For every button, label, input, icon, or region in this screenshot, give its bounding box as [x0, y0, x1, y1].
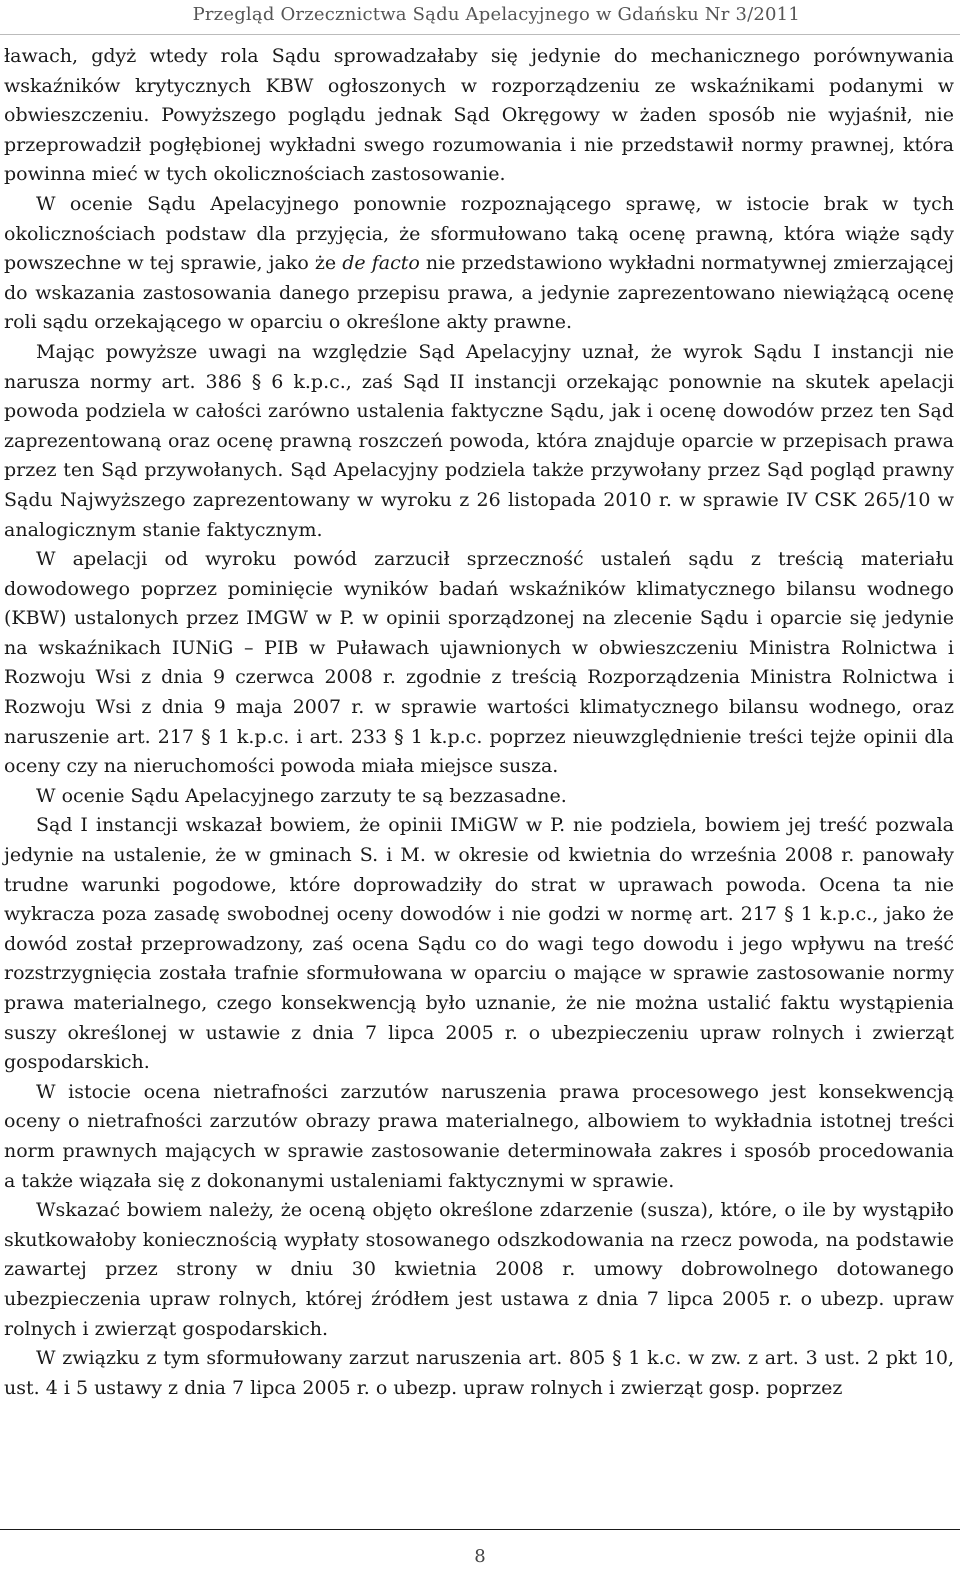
paragraph-violation-claim: W związku z tym sformułowany zarzut naruszenia art. 805 § 1 k.c. w zw. z art. 3 ust. 2 pkt 10, ust. 4 i 5 ustawy z dnia 7 lipca 2005 r. o ubezp. upraw rolnych i zwierząt gosp. poprzez [4, 1347, 954, 1399]
paragraph-text: W ocenie Sądu Apelacyjnego ponownie rozpoznającego sprawę, w istocie brak w tych okolicznościach podstaw dla przyjęcia, że sformułowano taką ocenę prawną, która wiąże sądy powszechne w tej sprawie, jako że [4, 192, 954, 275]
paragraph-charges-unfounded: W ocenie Sądu Apelacyjnego zarzuty te są bezzasadne. [36, 784, 567, 807]
paragraph-appeal: W apelacji od wyroku powód zarzucił sprzeczność ustaleń sądu z treścią materiału dowodowego poprzez pominięcie wyników badań wskaźników klimatycznego bilansu wodnego (KBW) ustalonych przez IMGW w P. w opinii sporządzonej na zlecenie Sądu i oparcie się jedynie na wskaźnikach IUNiG – PIB w Puławach ujawnionych w obwieszczeniu Ministra Rolnictwa i Rozwoju Wsi z dnia 9 czerwca 2008 r. zgodnie z treścią Rozporządzenia Ministra Rolnictwa i Rozwoju Wsi z dnia 9 maja 2007 r. w sprawie wartości klimatycznego bilansu wodnego, oraz naruszenie art. 217 § 1 k.p.c. i art. 233 § 1 k.p.c. poprzez nieuwzględnienie treści tejże opinii dla oceny czy na nieruchomości powoda miała miejsce susza. [4, 548, 954, 778]
latin-term: de facto [342, 252, 420, 275]
paragraph-court-assessment [4, 190, 954, 338]
paragraph-continuation: ławach, gdyż wtedy rola Sądu sprowadzałaby się jedynie do mechanicznego porównywania wskaźników krytycznych KBW ogłoszonych w rozporządzeniu ze wskaźnikami podanymi w obwieszczeniu. Powyższego poglądu jednak Sąd Okręgowy w żaden sposób nie wyjaśnił, nie przeprowadził pogłębionej wykładni swego rozumowania i nie przedstawił normy prawnej, która powinna mieć w tych okolicznościach zastosowanie. [4, 45, 954, 186]
footer-rule [0, 1529, 960, 1530]
paragraph-text: nie przedstawiono wykładni normatywnej zmierzającej do wskazania zastosowania danego przepisu prawa, a jedynie zaprezentowano niewiążącą ocenę roli sądu orzekającego w oparciu o określone akty prawne. [4, 252, 954, 334]
body-text [4, 42, 954, 1403]
paragraph-first-instance: Sąd I instancji wskazał bowiem, że opinii IMiGW w P. nie podziela, bowiem jej treść pozwala jedynie na ustalenie, że w gminach S. i M. w okresie od kwietnia do września 2008 r. panowały trudne warunki pogodowe, które doprowadziły do strat w uprawach powoda. Ocena ta nie wykracza poza zasadę swobodnej oceny dowodów i nie godzi w normę art. 217 § 1 k.p.c., jako że dowód został przeprowadzony, zaś ocena Sądu co do wagi tego dowodu i jego wpływu na treść rozstrzygnięcia została trafnie sformułowana w oparciu o mające w sprawie zastosowanie normy prawa materialnego, czego konsekwencją było uznanie, że nie można ustalić faktu wystąpienia suszy określonej w ustawie z dnia 7 lipca 2005 r. o ubezpieczeniu upraw rolnych i zwierząt gospodarskich. [4, 814, 954, 1074]
page-number: 8 [474, 1546, 486, 1567]
paragraph-drought-event: Wskazać bowiem należy, że oceną objęto określone zdarzenie (susza), które, o ile by wystąpiło skutkowałoby koniecznością wypłaty stosowanego odszkodowania na rzecz powoda, na podstawie zawartej przez strony w dniu 30 kwietnia 2008 r. umowy dobrowolnego dotowanego ubezpieczenia upraw rolnych, której źródłem jest ustawa z dnia 7 lipca 2005 r. o ubezp. upraw rolnych i zwierząt gospodarskich. [4, 1199, 954, 1340]
running-header: Przegląd Orzecznictwa Sądu Apelacyjnego w Gdańsku Nr 3/2011 [192, 4, 800, 25]
paragraph-procedural-law: W istocie ocena nietrafności zarzutów naruszenia prawa procesowego jest konsekwencją oceny o nietrafności zarzutów obrazy prawa materialnego, albowiem to wykładnia istotnej treści norm prawnych mających w sprawie zastosowanie determinowała zakres i sposób procedowania a także wiązała się z dokonanymi ustaleniami faktycznymi w sprawie. [4, 1080, 954, 1192]
header-rule [0, 34, 960, 35]
paragraph-conclusion: Mając powyższe uwagi na względzie Sąd Apelacyjny uznał, że wyrok Sądu I instancji nie narusza normy art. 386 § 6 k.p.c., zaś Sąd II instancji orzekając ponownie na skutek apelacji powoda podziela w całości zarówno ustalenia faktyczne Sądu, jak i ocenę dowodów przez ten Sąd zaprezentowaną oraz ocenę prawną roszczeń powoda, która znajduje oparcie w przepisach prawa przez ten Sąd przywołanych. Sąd Apelacyjny podziela także przywołany przez Sąd pogląd prawny Sądu Najwyższego zaprezentowany w wyroku z 26 listopada 2010 r. w sprawie IV CSK 265/10 w analogicznym stanie faktycznym. [4, 340, 954, 541]
